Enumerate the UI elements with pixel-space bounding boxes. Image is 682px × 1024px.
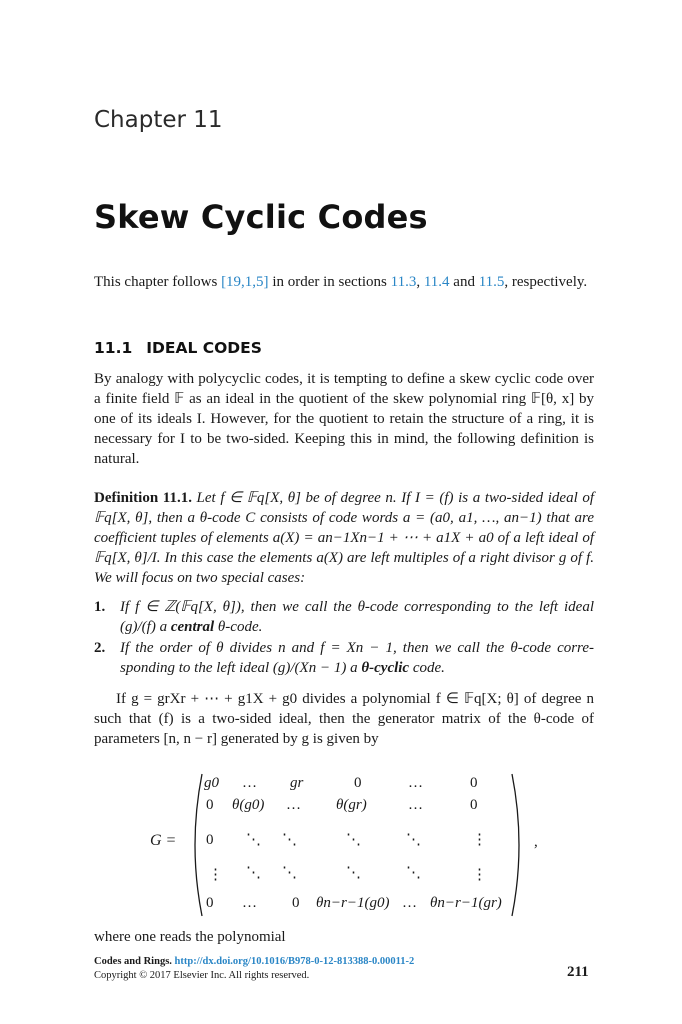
matrix-cell: ⋱	[406, 832, 421, 848]
citation-link[interactable]: [19,1,5]	[221, 274, 269, 290]
list-text: If f ∈ ℤ(𝔽q[X, θ]), then we call the θ-code corresponding to the left ideal (g)/(f) a	[120, 599, 594, 635]
list-number: 2.	[94, 640, 106, 656]
matrix-name: G =	[150, 832, 177, 849]
section-link-11-4[interactable]: 11.4	[423, 274, 450, 290]
list-item	[94, 638, 594, 678]
intro-paragraph	[94, 272, 594, 292]
section-number: 11.1	[94, 339, 133, 357]
footer-copyright: Copyright © 2017 Elsevier Inc. All rights reserved.	[94, 970, 310, 981]
paragraph-where: where one reads the polynomial	[94, 929, 286, 945]
list-text: code.	[409, 660, 445, 676]
chapter-title: Skew Cyclic Codes	[94, 198, 428, 236]
definition-block	[94, 488, 594, 588]
matrix-cell: θn−r−1(gr)	[430, 895, 502, 911]
matrix-cell: …	[242, 775, 257, 791]
matrix-cell: ⋱	[406, 865, 421, 881]
matrix-cell: 0	[470, 797, 478, 813]
matrix-cell: ⋮	[472, 832, 487, 848]
matrix-cell: 0	[206, 797, 214, 813]
matrix-cell: θn−r−1(g0)	[316, 895, 390, 911]
section-link-11-5[interactable]: 11.5	[478, 274, 505, 290]
matrix-cell: ⋱	[282, 832, 297, 848]
matrix-cell: 0	[292, 895, 300, 911]
matrix-cell: g0	[204, 775, 219, 791]
definition-label: Definition 11.1.	[94, 490, 192, 506]
paragraph-analogy: By analogy with polycyclic codes, it is tempting to define a skew cyclic code over a finite field 𝔽 as an ideal in the quotient of the skew polynomial ring 𝔽[θ, x] by one of its ideals I. However, for the quotient to retain the structure of a ring, it is necessary for I to be two-sided. Keeping this in mind, the following definition is natural.	[94, 371, 594, 467]
matrix-cell: ⋱	[346, 832, 361, 848]
paragraph-generator: If g = grXr + ⋯ + g1X + g0 divides a polynomial f ∈ 𝔽q[X; θ] of degree n such that (f) is a two-sided ideal, then the generator matrix of the θ-code of parameters [n, n − r] generated by g is given by	[94, 691, 594, 747]
matrix-cell: …	[402, 895, 417, 911]
matrix-cell: θ(gr)	[336, 797, 367, 813]
list-number: 1.	[94, 599, 106, 615]
matrix-cell: ⋮	[208, 867, 223, 883]
list-emphasis: θ-cyclic	[361, 660, 410, 676]
footer-source	[94, 956, 414, 967]
intro-text: ,	[416, 274, 424, 290]
list-text: θ-code.	[214, 619, 263, 635]
matrix-cell: gr	[290, 775, 304, 791]
matrix-cell: ⋮	[472, 867, 487, 883]
intro-text: This chapter follows	[94, 274, 222, 290]
list-item	[94, 597, 594, 637]
list-emphasis: central	[170, 619, 215, 635]
intro-text: , respectively.	[504, 274, 588, 290]
generator-matrix	[150, 770, 540, 920]
matrix-cell: 0	[206, 895, 214, 911]
intro-text: and	[449, 274, 479, 290]
footer-doi-link[interactable]: http://dx.doi.org/10.1016/B978-0-12-813388-0.00011-2	[174, 956, 415, 967]
section-link-11-3[interactable]: 11.3	[390, 274, 417, 290]
matrix-cell: …	[408, 797, 423, 813]
chapter-label: Chapter 11	[94, 107, 223, 133]
matrix-cell: 0	[470, 775, 478, 791]
section-heading	[94, 339, 262, 357]
matrix-trailing-comma: ,	[534, 834, 538, 850]
matrix-cell: 0	[354, 775, 362, 791]
matrix-cell: 0	[206, 832, 214, 848]
page-number: 211	[567, 964, 589, 980]
matrix-cell: ⋱	[246, 832, 261, 848]
matrix-cell: θ(g0)	[232, 797, 265, 813]
matrix-cell: …	[242, 895, 257, 911]
list-text: If the order of θ divides n and f = Xn − 1, then we call the θ-code corresponding to the left ideal (g)/(Xn − 1) a	[120, 640, 594, 676]
intro-text: in order in sections	[268, 274, 391, 290]
matrix-cell: …	[286, 797, 301, 813]
matrix-cell: ⋱	[282, 865, 297, 881]
section-title: IDEAL CODES	[146, 339, 262, 357]
matrix-cell: ⋱	[346, 865, 361, 881]
footer-book: Codes and Rings.	[94, 956, 172, 967]
matrix-cell: …	[408, 775, 423, 791]
definition-text: Let f ∈ 𝔽q[X, θ] be of degree n. If I = (f) is a two-sided ideal of 𝔽q[X, θ], then a θ-code C consists of code words a = (a0, a1, …, an−1) that are coefficient tuples of elements a(X) = an−1Xn−1 + ⋯ + a1X + a0 of a left ideal of 𝔽q[X, θ]/I. In this case the elements a(X) are left multiples of a right divisor g of f. We will focus on two special cases:	[94, 490, 595, 586]
matrix-cell: ⋱	[246, 865, 261, 881]
